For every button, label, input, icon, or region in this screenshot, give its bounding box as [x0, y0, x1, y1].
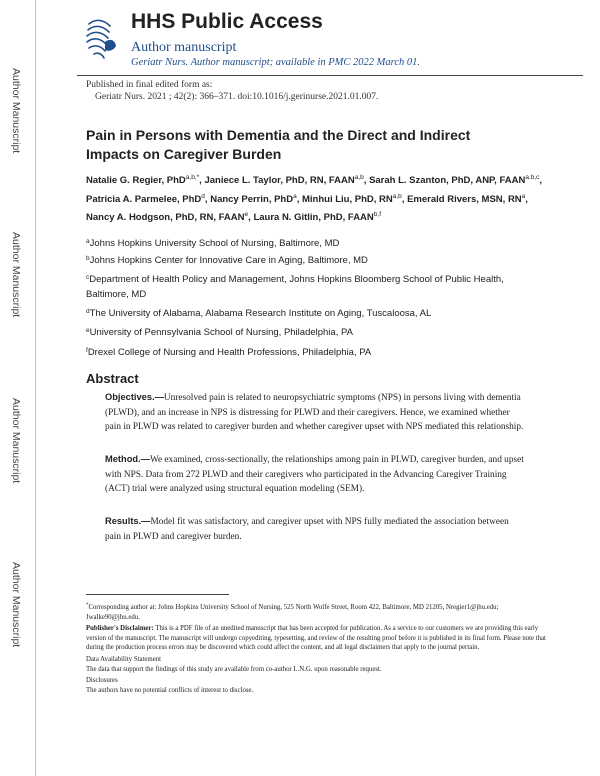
- author-name: Sarah L. Szanton, PhD, ANP, FAAN: [369, 175, 526, 186]
- sidebar-divider: [35, 0, 36, 776]
- hhs-public-access-title: HHS Public Access: [131, 10, 323, 33]
- affiliation: $^a$Johns Hopkins University School of Nursing, Baltimore, MD: [86, 238, 340, 249]
- method-label: Method.—: [105, 454, 150, 464]
- citation-line: Geriatr Nurs. 2021 ; 42(2): 366–371. doi:10.1016/j.gerinurse.2021.01.007.: [95, 92, 379, 102]
- affiliation: $^b$Johns Hopkins Center for Innovative Care in Aging, Baltimore, MD: [86, 255, 368, 266]
- sidebar-label: Author Manuscript: [10, 562, 22, 648]
- abstract-method: Method.—We examined, cross-sectionally, the relationships among pain in PLWD, caregiver burden, and upset with NPS. Data from 272 PLWD and their caregivers who participated in the Advancing Caregiver Training (ACT) trial were analyzed using structural equation modeling (SEM).: [105, 454, 524, 494]
- affiliation: $^e$University of Pennsylvania School of Nursing, Philadelphia, PA: [86, 327, 353, 338]
- publisher-disclaimer: Publisher's Disclaimer: This is a PDF file of an unedited manuscript that has been accepted for publication. As a service to our customers we are providing this early version of the manuscript. The manuscript will undergo copyediting, typesetting, and review of the resulting proof before it is published in its final form. Please note that during the production process errors may be discovered which could affect the content, and all legal disclaimers that apply to the journal pertain.: [86, 625, 546, 652]
- author-name: Nancy Perrin, PhD: [210, 193, 294, 205]
- objectives-label: Objectives.—: [105, 392, 164, 402]
- sidebar-label: Author Manuscript: [10, 232, 22, 318]
- abstract-heading: Abstract: [86, 371, 139, 386]
- journal-availability-line: Geriatr Nurs. Author manuscript; available in PMC 2022 March 01.: [131, 57, 421, 68]
- author-name: Laura N. Gitlin, PhD, FAAN: [253, 212, 374, 223]
- corresponding-author-note: *Corresponding author at: Johns Hopkins University School of Nursing, 525 North Wolfe Street, Room 422, Baltimore, MD 21205, Nregier1@jhu.edu; Jwalke90@jhu.edu.: [86, 603, 499, 621]
- affiliation: $^f$Drexel College of Nursing and Health Professions, Philadelphia, PA: [86, 347, 372, 358]
- disclosures-text: The authors have no potential conflicts of interest to disclose.: [86, 686, 254, 694]
- author-name: Patricia A. Parmelee, PhD: [86, 193, 202, 205]
- data-availability-text: The data that support the findings of this study are available from co-author L.N.G. upon reasonable request.: [86, 665, 382, 673]
- paper-title: Pain in Persons with Dementia and the Direct and Indirect Impacts on Caregiver Burden: [86, 127, 471, 162]
- footnote-divider: [86, 594, 229, 595]
- author-name: Minhui Liu, PhD, RN: [302, 193, 393, 205]
- header-divider: [77, 75, 583, 76]
- author-name: Natalie G. Regier, PhD: [86, 175, 186, 186]
- author-manuscript-sidebar: [0, 0, 40, 776]
- author-list: Natalie G. Regier, PhD$^{a,b,*}$, Janiece L. Taylor, PhD, RN, FAAN$^{a,b}$, Sarah L. Szanton, PhD, ANP, FAAN$^{a,b,c}$, Patricia A. Parmelee, PhD$^d$, Nancy Perrin, PhD$^a$, Minhui Liu, PhD, RN$^{a,b}$, Emerald Rivers, MSN, $RN^a$, Nancy A. Hodgson, PhD, RN, FAAN$^e$, Laura N. Gitlin, PhD, FAAN$^{b,f}$: [86, 174, 543, 223]
- sidebar-label: Author Manuscript: [10, 398, 22, 484]
- results-label: Results.—: [105, 516, 151, 526]
- hhs-eagle-logo-icon: [84, 16, 118, 64]
- footnotes: [86, 601, 546, 697]
- author-name: Emerald Rivers, MSN, RN: [407, 193, 522, 205]
- abstract-results: Results.—Model fit was satisfactory, and caregiver upset with NPS fully mediated the association between pain in PLWD and caregiver burden.: [105, 516, 509, 542]
- affiliation: $^c$Department of Health Policy and Management, Johns Hopkins Bloomberg School of Public Health, Baltimore, MD: [86, 274, 504, 300]
- published-form-label: Published in final edited form as:: [86, 80, 213, 90]
- data-availability-heading: Data Availability Statement: [86, 655, 161, 663]
- disclosures-heading: Disclosures: [86, 677, 118, 685]
- affiliation: $^d$The University of Alabama, Alabama Research Institute on Aging, Tuscaloosa, AL: [86, 308, 432, 319]
- author-name: Nancy A. Hodgson, PhD, RN, FAAN: [86, 212, 245, 223]
- sidebar-label: Author Manuscript: [10, 68, 22, 154]
- abstract-objectives: Objectives.—Unresolved pain is related to neuropsychiatric symptoms (NPS) in persons living with dementia (PLWD), and an increase in NPS is distressing for PLWD and their caregivers. Hence, we examined whether pain in PLWD was related to caregiver burden and whether caregiver upset with NPS mediated this relationship.: [105, 392, 524, 432]
- author-name: Janiece L. Taylor, PhD, RN, FAAN: [204, 175, 355, 186]
- author-manuscript-label: Author manuscript: [131, 40, 237, 55]
